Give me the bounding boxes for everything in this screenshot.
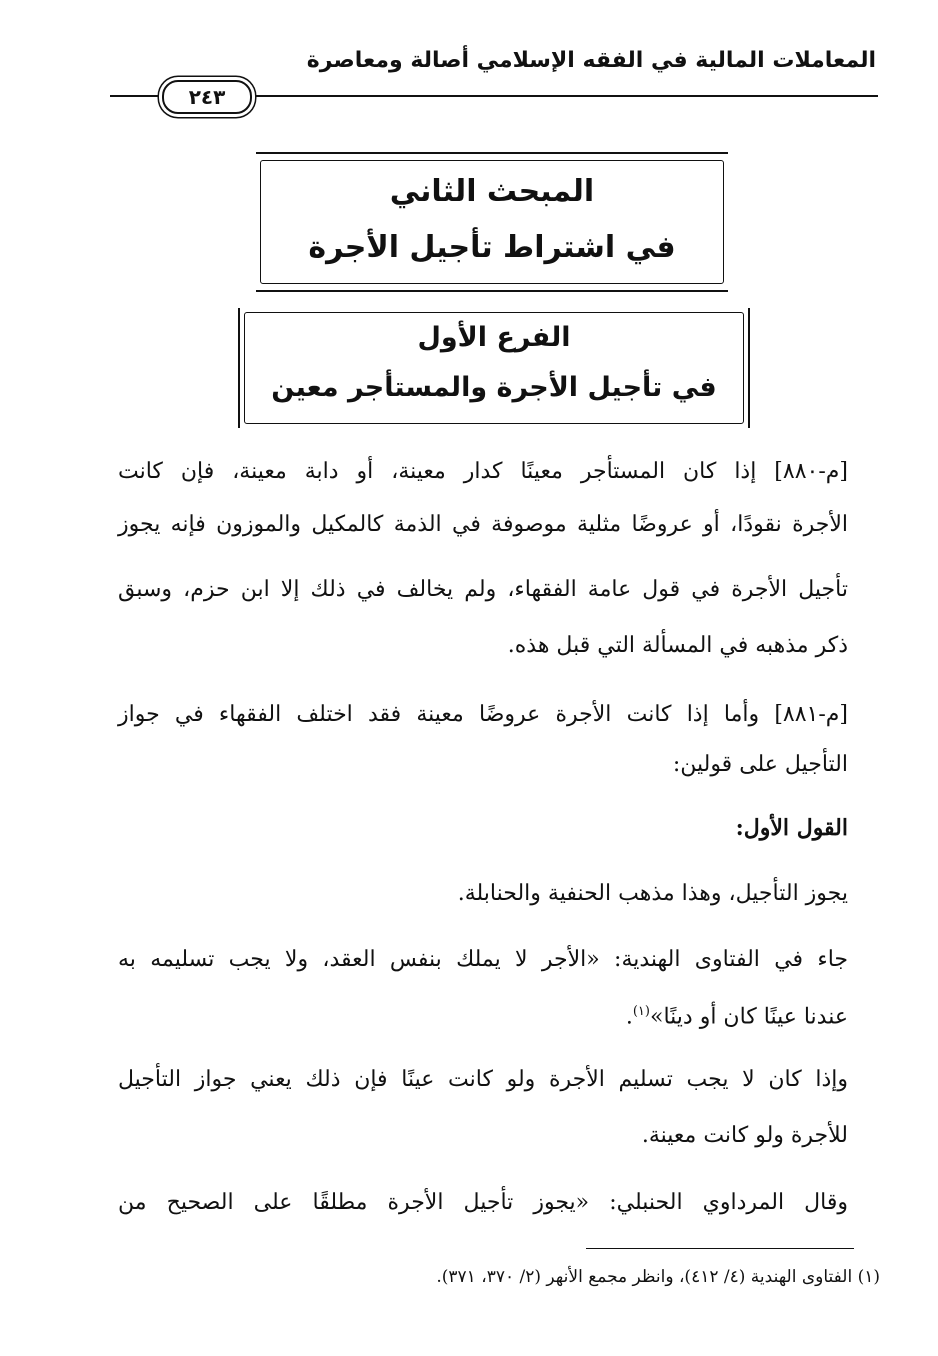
body-line-text: عندنا عينًا كان أو دينًا» [649, 1004, 848, 1030]
subheading-first-opinion: القول الأول: [735, 815, 848, 841]
body-line: [م-٨٨١] وأما إذا كانت الأجرة عروضًا معينة فقد اختلف الفقهاء في جواز [118, 702, 848, 727]
body-line: تأجيل الأجرة في قول عامة الفقهاء، ولم يخالف في ذلك إلا ابن حزم، وسبق [118, 577, 848, 602]
body-line: ذكر مذهبه في المسألة التي قبل هذه. [507, 633, 848, 658]
body-line: التأجيل على قولين: [672, 752, 848, 777]
footnote-separator [586, 1248, 854, 1249]
body-line: الأجرة نقودًا، أو عروضًا مثلية موصوفة في الذمة كالمكيل والموزون فإنه يجوز [118, 512, 848, 537]
branch-heading-line-2: في تأجيل الأجرة والمستأجر معين [271, 372, 717, 403]
section-heading-box [256, 152, 728, 292]
line-end-period: . [625, 1004, 633, 1030]
branch-heading-line-1: الفرع الأول [417, 322, 571, 353]
body-line: وإذا كان لا يجب تسليم الأجرة ولو كانت عينًا فإن ذلك يعني جواز التأجيل [118, 1067, 848, 1092]
body-line: جاء في الفتاوى الهندية: «الأجر لا يملك بنفس العقد، ولا يجب تسليمه به [118, 947, 848, 972]
body-line: يجوز التأجيل، وهذا مذهب الحنفية والحنابلة. [457, 881, 848, 906]
page-number: ٢٤٣ [162, 80, 252, 114]
body-line-with-footnote [118, 992, 848, 1037]
branch-heading-box [238, 308, 750, 428]
footnote-reference: (١) [632, 1004, 650, 1019]
body-line: للأجرة ولو كانت معينة. [641, 1123, 848, 1148]
body-line: وقال المرداوي الحنبلي: «يجوز تأجيل الأجرة مطلقًا على الصحيح من [118, 1190, 848, 1215]
section-heading-line-2: في اشتراط تأجيل الأجرة [308, 230, 676, 265]
running-title: المعاملات المالية في الفقه الإسلامي أصالة ومعاصرة [306, 48, 876, 73]
section-heading-line-1: المبحث الثاني [389, 174, 595, 209]
body-line: [م-٨٨٠] إذا كان المستأجر معينًا كدار معينة، أو دابة معينة، فإن كانت [118, 459, 848, 484]
footnote-1: (١) الفتاوى الهندية (٤/ ٤١٢)، وانظر مجمع الأنهر (٢/ ٣٧٠، ٣٧١). [436, 1267, 880, 1287]
